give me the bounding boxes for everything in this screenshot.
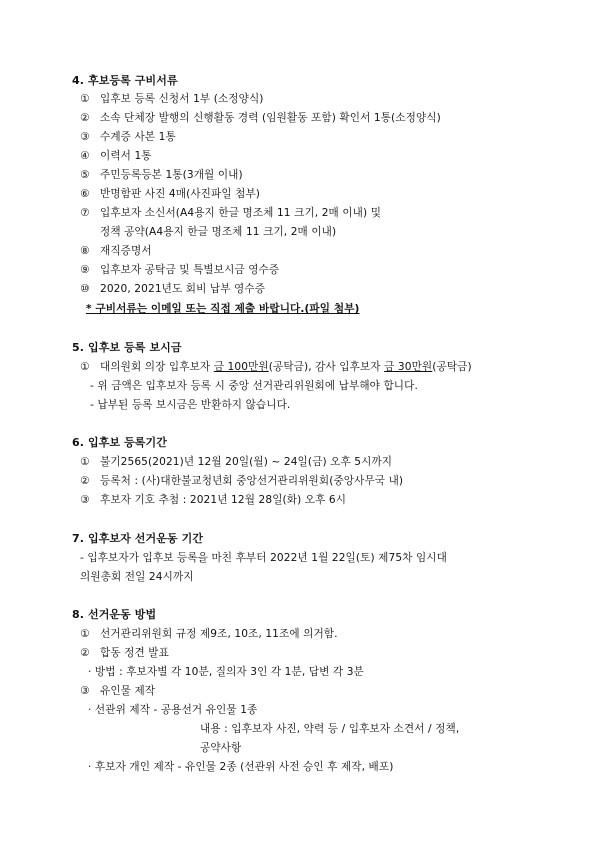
committee-print-content: 공약사항: [200, 742, 242, 754]
list-item: [80, 244, 152, 258]
item-text: 재직증명서: [100, 245, 152, 257]
section-4-title: 4. 후보등록 구비서류: [72, 74, 178, 87]
list-item: [80, 149, 152, 163]
list-item: [80, 111, 441, 125]
item-text: 후보자 기호 추첨 : 2021년 12월 28일(화) 오후 6시: [100, 494, 347, 506]
submission-note: * 구비서류는 이메일 또는 직접 제출 바랍니다.(파일 첨부): [86, 303, 360, 315]
committee-print-content: 내용 : 입후보자 사진, 약력 등 / 입후보자 소견서 / 정책,: [200, 723, 460, 735]
deposit-text-c: (공탁금), 감사 입후보자: [268, 361, 385, 373]
item-text: 이력서 1통: [100, 150, 152, 162]
deposit-detail: - 납부된 등록 보시금은 반환하지 않습니다.: [90, 399, 291, 411]
item-number: ⑧: [80, 245, 90, 257]
section-8-title: 8. 선거운동 방법: [72, 608, 157, 621]
item-number: ①: [80, 456, 90, 468]
item-number: ⑦: [80, 207, 90, 219]
campaign-period-line: - 입후보자가 입후보 등록을 마친 후부터 2022년 1월 22일(토) 제75차 임시대: [80, 552, 447, 564]
list-item: [80, 646, 169, 660]
deposit-text-a: 대의원회 의장 입후보자: [100, 361, 214, 373]
item-text: 등록처 : (사)대한불교청년회 중앙선거관리위원회(중앙사무국 내): [100, 475, 404, 487]
section-7-title: 7. 입후보자 선거운동 기간: [72, 532, 204, 545]
item-text: 유인물 제작: [100, 685, 156, 697]
auditor-deposit-amount: 금 30만원: [384, 361, 433, 373]
item-number: ⑩: [80, 283, 90, 295]
list-item: [80, 225, 336, 239]
list-item: [80, 187, 260, 201]
item-number: ⑨: [80, 264, 90, 276]
list-item: [80, 282, 265, 296]
item-text: 불기2565(2021)년 12월 20일(월) ~ 24일(금) 오후 5시까지: [100, 456, 393, 468]
item-text: 입후보 등록 신청서 1부 (소정양식): [100, 93, 264, 105]
deposit-line: [80, 360, 472, 374]
campaign-period-line: 의원총회 전일 24시까지: [80, 571, 194, 583]
list-item: [80, 206, 381, 220]
list-item: [80, 627, 338, 641]
item-number: ①: [80, 628, 90, 640]
item-text: 수계증 사본 1통: [100, 131, 176, 143]
section-6-title: 6. 입후보 등록기간: [72, 436, 167, 449]
item-number: ②: [80, 112, 90, 124]
list-item: [80, 168, 243, 182]
item-text: 정책 공약(A4용지 한글 명조체 11 크기, 2매 이내): [100, 226, 337, 238]
committee-print: · 선관위 제작 - 공용선거 유인물 1종: [88, 704, 258, 716]
item-number: ②: [80, 647, 90, 659]
item-number: ⑥: [80, 188, 90, 200]
item-text: 2020, 2021년도 회비 납부 영수증: [100, 283, 266, 295]
list-item: [80, 263, 279, 277]
item-text: 반명함판 사진 4매(사진파일 첨부): [100, 188, 261, 200]
deposit-detail: - 위 금액은 입후보자 등록 시 중앙 선거관리위원회에 납부해야 합니다.: [90, 380, 418, 392]
item-number: ①: [80, 361, 90, 373]
item-text: 선거관리위원회 규정 제9조, 10조, 11조에 의거함.: [100, 628, 338, 640]
item-number: ③: [80, 494, 90, 506]
item-number: ②: [80, 475, 90, 487]
list-item: [80, 684, 155, 698]
item-number: ④: [80, 150, 90, 162]
item-number: ③: [80, 685, 90, 697]
item-number: ③: [80, 131, 90, 143]
list-item: [80, 455, 392, 469]
item-text: 입후보자 공탁금 및 특별보시금 영수증: [100, 264, 280, 276]
section-5-title: 5. 입후보 등록 보시금: [72, 341, 182, 354]
speech-method: · 방법 : 후보자별 각 10분, 질의자 3인 각 1분, 답변 각 3분: [88, 666, 364, 678]
item-text: 입후보자 소신서(A4용지 한글 명조체 11 크기, 2매 이내) 및: [100, 207, 382, 219]
list-item: [80, 493, 346, 507]
item-text: 합동 정견 발표: [100, 647, 169, 659]
item-text: 주민등록등본 1통(3개월 이내): [100, 169, 243, 181]
list-item: [80, 92, 264, 106]
candidate-print: · 후보자 개인 제작 - 유인물 2종 (선관위 사전 승인 후 제작, 배포): [88, 761, 394, 773]
list-item: [80, 130, 176, 144]
item-number: ①: [80, 93, 90, 105]
deposit-text-e: (공탁금): [432, 361, 472, 373]
item-text: 소속 단체장 발행의 신행활동 경력 (임원활동 포함) 확인서 1통(소정양식): [100, 112, 441, 124]
list-item: [80, 474, 403, 488]
chair-deposit-amount: 금 100만원: [213, 361, 269, 373]
item-number: ⑤: [80, 169, 90, 181]
